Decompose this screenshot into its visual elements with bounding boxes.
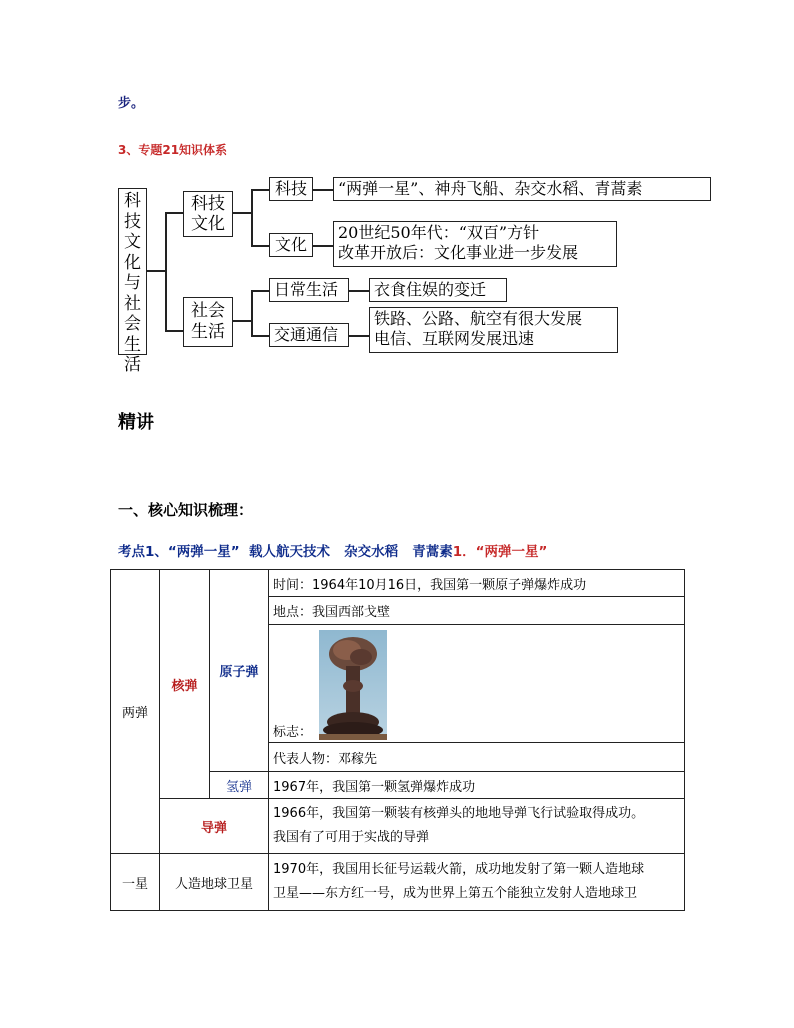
diagram-branch-shehui-shenghuo: 社会生活 <box>183 297 233 347</box>
diagram-branch-keji-wenhua: 科技文化 <box>183 191 233 237</box>
table-cell-weixing: 人造地球卫星 <box>160 854 269 911</box>
connector <box>349 335 369 337</box>
kaodian-subtitle: 1．“两弹一星” <box>452 544 548 560</box>
daodan-text-line2: 我国有了可用于实战的导弹 <box>273 830 430 845</box>
section-heading: 一、核心知识梳理： <box>118 501 254 519</box>
connector <box>349 290 369 292</box>
diagram-leaf-wenhua-line1: 20世纪50年代：“双百”方针 <box>338 223 540 242</box>
diagram-leaf-wenhua-line2: 改革开放后：文化事业进一步发展 <box>338 243 579 262</box>
connector <box>165 330 183 332</box>
diagram-node-wenhua: 文化 <box>269 233 313 257</box>
connector <box>233 212 251 214</box>
table-cell-liangdan: 两弹 <box>111 570 160 854</box>
mushroom-cloud-image <box>319 630 387 740</box>
table-cell-yuanzidan: 原子弹 <box>210 570 269 772</box>
mushroom-cloud-icon <box>319 630 387 740</box>
connector <box>233 320 251 322</box>
table-cell-person: 代表人物：邓稼先 <box>269 743 685 772</box>
jingjiang-heading: 精讲 <box>118 412 154 433</box>
diagram-node-keji: 科技 <box>269 177 313 201</box>
prev-paragraph-tail: 步。 <box>118 96 145 111</box>
table-cell-daodan-text <box>269 799 685 854</box>
weixing-text-line1: 1970年，我国用长征号运载火箭，成功地发射了第一颗人造地球 <box>273 862 645 877</box>
diagram-node-richang: 日常生活 <box>269 278 349 302</box>
section-title: 3、专题21知识体系 <box>118 143 228 157</box>
diagram-root: 科技文化与社会生活 <box>118 188 147 355</box>
connector <box>251 290 269 292</box>
connector <box>251 245 269 247</box>
table-cell-weixing-text <box>269 854 685 911</box>
table-cell-time: 时间：1964年10月16日，我国第一颗原子弹爆炸成功 <box>269 570 685 597</box>
table-cell-qingdan-text: 1967年，我国第一颗氢弹爆炸成功 <box>269 772 685 799</box>
kaodian-title <box>118 540 547 560</box>
kaodian-title-main: 考点1、“两弹一星” 载人航天技术 杂交水稻 青蒿素 <box>118 544 453 560</box>
diagram-leaf-wenhua <box>333 221 617 267</box>
table-cell-qingdan: 氢弹 <box>210 772 269 799</box>
daodan-text-line1: 1966年，我国第一颗装有核弹头的地地导弹飞行试验取得成功。 <box>273 806 645 821</box>
connector <box>147 270 165 272</box>
connector <box>251 335 269 337</box>
connector <box>251 189 269 191</box>
connector <box>165 212 167 330</box>
connector <box>165 212 183 214</box>
diagram-leaf-jiaotong-line1: 铁路、公路、航空有很大发展 <box>374 309 583 328</box>
mark-label: 标志： <box>273 725 313 740</box>
liangdan-yixing-table <box>110 569 685 911</box>
table-cell-yixing: 一星 <box>111 854 160 911</box>
connector <box>251 189 253 245</box>
connector <box>313 189 333 191</box>
diagram-node-jiaotong: 交通通信 <box>269 323 349 347</box>
connector <box>251 290 253 335</box>
table-cell-daodan: 导弹 <box>160 799 269 854</box>
table-cell-hedan: 核弹 <box>160 570 210 799</box>
diagram-leaf-jiaotong-line2: 电信、互联网发展迅速 <box>374 329 535 348</box>
knowledge-diagram <box>118 175 718 375</box>
weixing-text-line2: 卫星——东方红一号，成为世界上第五个能独立发射人造地球卫 <box>273 886 638 901</box>
connector <box>313 245 333 247</box>
table-cell-mark <box>269 625 685 743</box>
table-cell-place: 地点：我国西部戈壁 <box>269 597 685 625</box>
diagram-leaf-richang: 衣食住娱的变迁 <box>369 278 507 302</box>
diagram-leaf-keji: “两弹一星”、神舟飞船、杂交水稻、青蒿素 <box>333 177 711 201</box>
diagram-leaf-jiaotong <box>369 307 618 353</box>
